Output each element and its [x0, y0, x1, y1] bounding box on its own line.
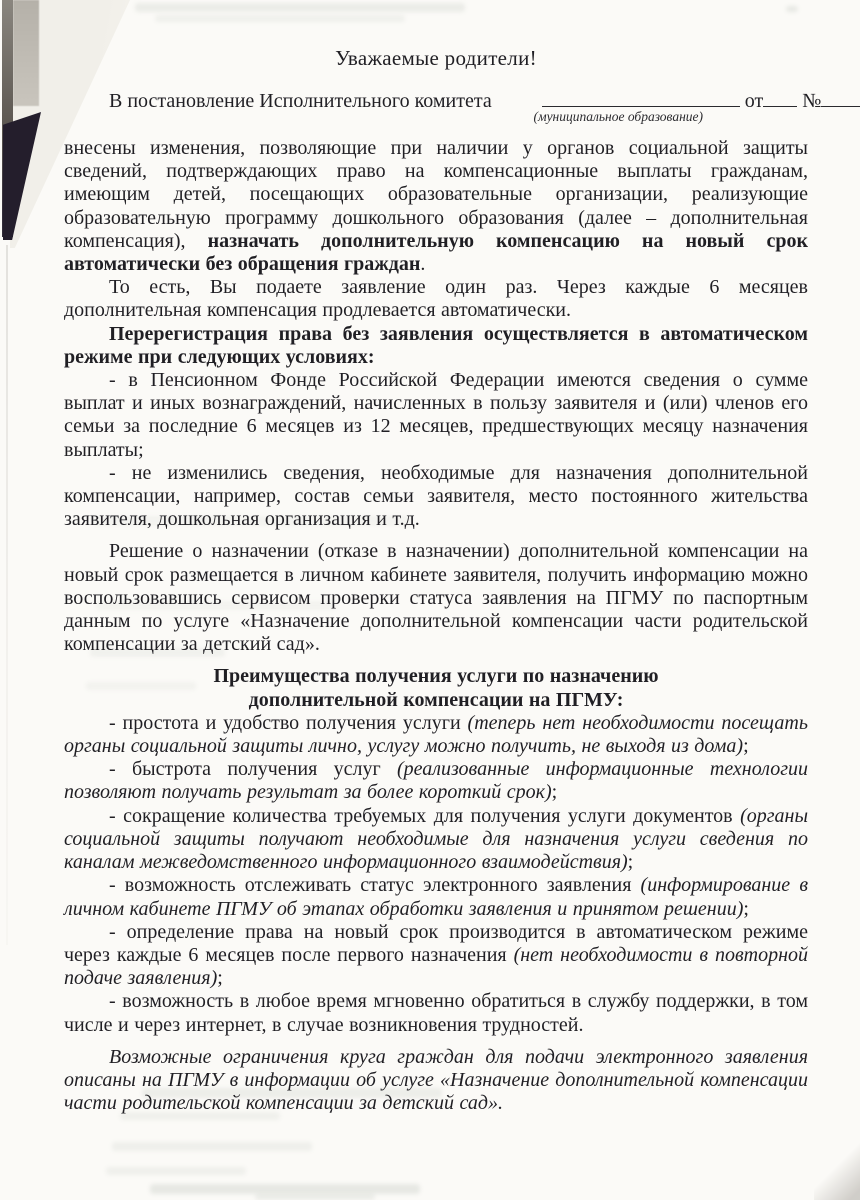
benefit-item — [64, 758, 808, 804]
restrictions-note-paragraph — [64, 1046, 808, 1116]
date-label: от — [744, 90, 764, 112]
text-run: (реализованные информационные технологии позволяют получать результат за более короткий срок) — [64, 758, 808, 804]
text-run: Возможные ограничения круга граждан для подачи электронного заявления описаны на ПГМУ в информации об услуге «Назначение дополнительной компенсации части родительской компенсации за детский сад». — [64, 1045, 808, 1115]
text-run: Перерегистрация права без заявления осуществляется в автоматическом режиме при следующих условиях: — [64, 322, 808, 368]
benefit-item — [64, 805, 808, 875]
benefit-item — [64, 712, 808, 758]
benefits-heading-line — [64, 689, 808, 712]
text-run: внесены изменения, позволяющие при наличии у органов социальной защиты сведений, подтверждающих право на компенсационные выплаты гражданам, имеющим детей, посещающих образовательные организации, реализующие образовательную программу дошкольного образования (далее – дополнительная компенсация), — [64, 137, 808, 252]
text-run: назначать дополнительную компенсацию на новый срок автоматически без обращения граждан — [64, 229, 808, 276]
text-run: - быстрота получения услуг — [109, 758, 398, 781]
bleed-through-artifact — [255, 1194, 375, 1200]
scan-bottom-right-shade-artifact — [814, 1140, 860, 1200]
text-run: То есть, Вы подаете заявление один раз. Через каждые 6 месяцев дополнительная компенсация продлевается автоматически. — [64, 276, 808, 322]
municipality-caption: (муниципальное образование) — [533, 109, 704, 124]
intro-continuation-paragraph — [64, 137, 808, 276]
text-run: - возможность отслеживать статус электронного заявления — [109, 874, 641, 897]
text-run: ; — [743, 897, 749, 920]
text-run: - простота и удобство получения услуги — [109, 711, 468, 734]
conditions-heading-paragraph — [64, 323, 808, 369]
text-run: ; — [217, 967, 223, 990]
condition-item — [64, 369, 808, 462]
date-blank-field — [763, 90, 797, 107]
text-run: Решение о назначении (отказе в назначении) дополнительной компенсации на новый срок размещается в личном кабинете заявителя, получить информацию можно воспользовавшись сервисом проверки статуса заявления на ПГМУ по паспортным данным по услуге «Назначение дополнительной компенсации части родительской компенсации за детский сад». — [64, 540, 808, 656]
text-run: ; — [627, 851, 634, 874]
benefits-heading-line — [64, 665, 808, 688]
bleed-through-artifact — [112, 1142, 312, 1151]
intro-line — [64, 90, 822, 124]
text-run: (органы социальной защиты получают необходимые для назначения услуги сведения по каналам межведомственного информационного взаимодействия) — [64, 804, 808, 874]
benefit-item — [64, 990, 808, 1036]
text-run: - не изменились сведения, необходимые для назначения дополнительной компенсации, например, состав семьи заявителя, место постоянного жительства заявителя, дошкольная организация и т.д. — [64, 461, 808, 531]
number-blank-field — [821, 90, 860, 107]
text-run: - возможность в любое время мгновенно обратиться в службу поддержки, в том числе и через интернет, в случае возникновения трудностей. — [64, 990, 808, 1036]
text-run: Преимущества получения услуги по назначению — [213, 665, 659, 688]
municipality-blank-field — [542, 90, 740, 107]
document-body — [64, 137, 808, 1115]
text-run: (информирование в личном кабинете ПГМУ об этапах обработки заявления и принятом решении) — [64, 874, 808, 920]
text-run: - определение права на новый срок производится в автоматическом режиме через каждые 6 месяцев после первого назначения — [64, 920, 808, 966]
decision-info-paragraph — [64, 540, 808, 656]
benefit-item — [64, 874, 808, 920]
text-run: (нет необходимости в повторной подаче заявления) — [64, 943, 808, 990]
bleed-through-artifact — [150, 1184, 420, 1194]
page-title: Уважаемые родители! — [335, 46, 537, 70]
summary-paragraph — [64, 276, 808, 322]
number-sign-label: № — [802, 90, 822, 112]
intro-text-before: В постановление Исполнительного комитета — [109, 90, 492, 112]
text-run: - в Пенсионном Фонде Российской Федерации имеются сведения о сумме выплат и иных вознаграждений, начисленных в пользу заявителя и (или) членов его семьи за последние 6 месяцев из 12 месяцев, предшествующих месяцу назначения выплаты; — [64, 369, 808, 461]
text-run: ; — [743, 735, 749, 758]
text-run: - сокращение количества требуемых для получения услуги документов — [109, 804, 741, 827]
text-run: . — [420, 253, 426, 276]
benefit-item — [64, 921, 808, 991]
bleed-through-artifact — [106, 1167, 246, 1175]
text-run: ; — [551, 781, 558, 804]
text-run: (теперь нет необходимости посещать органы социальной защиты лично, услугу можно получить, не выходя из дома) — [64, 711, 808, 758]
condition-item — [64, 462, 808, 532]
municipality-blank-wrap — [497, 90, 740, 124]
text-run: дополнительной компенсации на ПГМУ: — [248, 688, 624, 711]
